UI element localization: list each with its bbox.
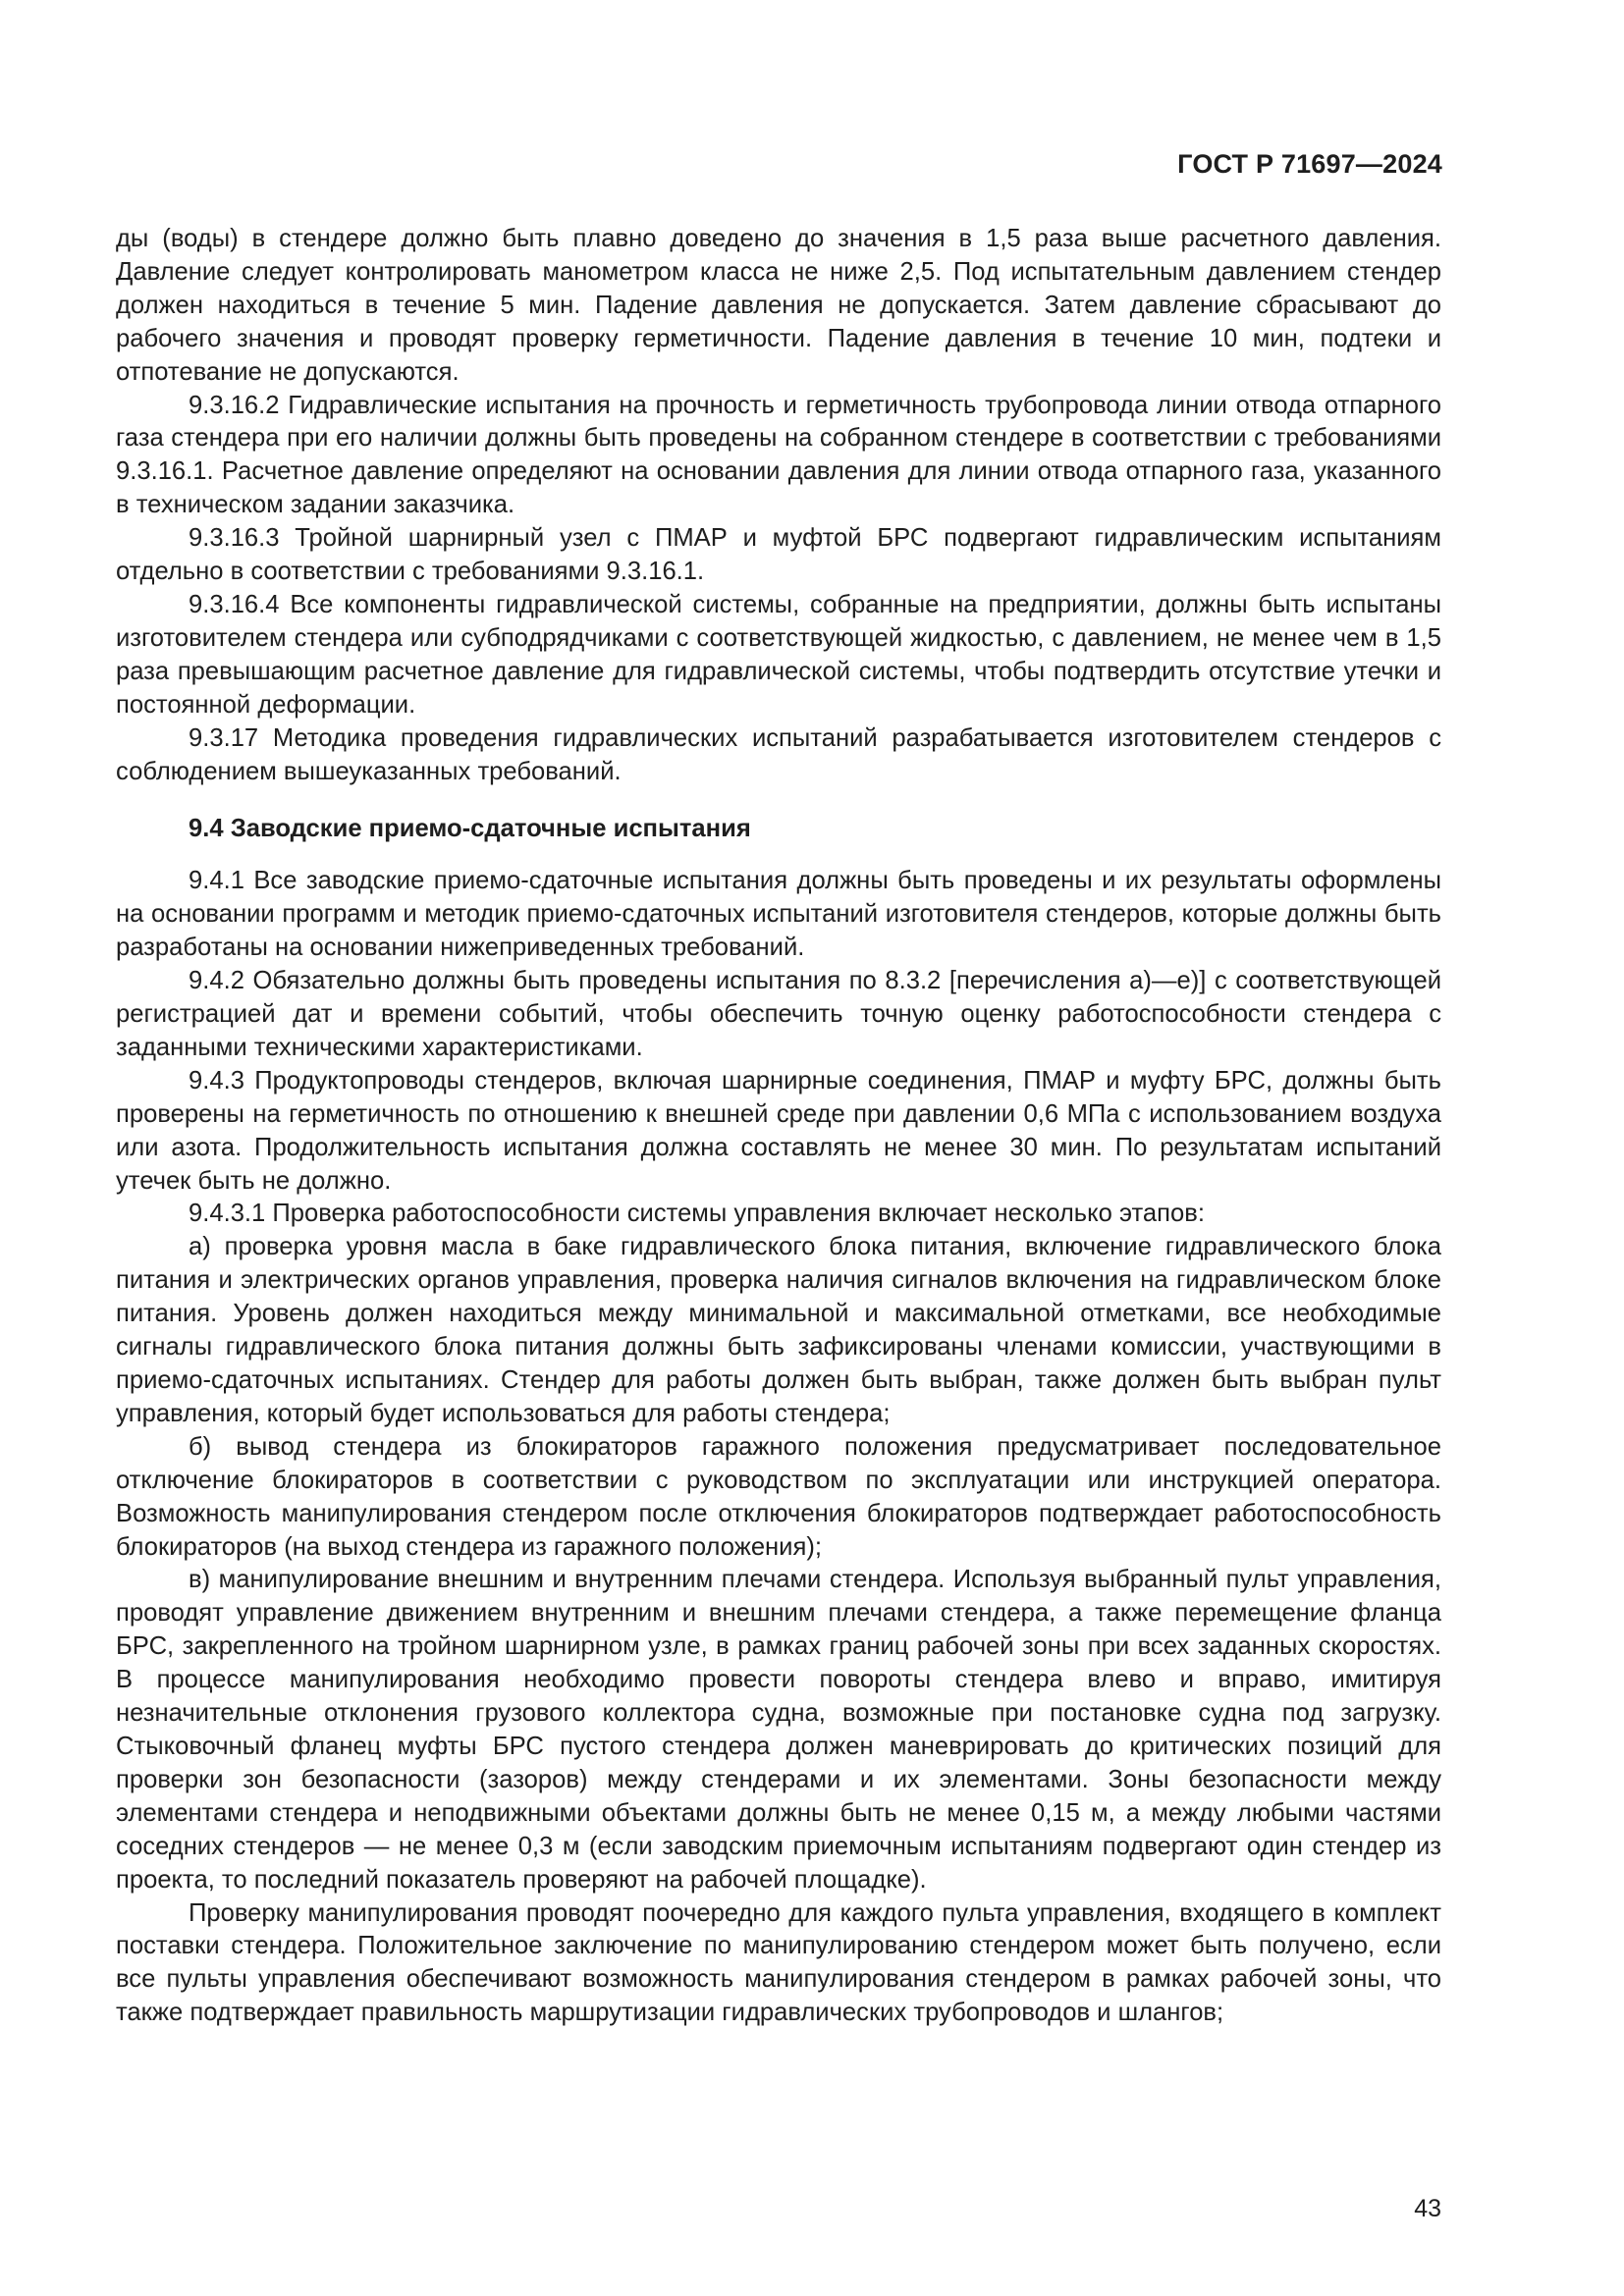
paragraph: 9.3.16.4 Все компоненты гидравлической системы, собранные на предприятии, должны быть испытаны изготовителем стендера или субподрядчиками с соответствующей жидкостью, с давлением, не менее чем в 1,5 раза превышающим расчетное давление для гидравлической системы, чтобы подтвердить отсутствие утечки и постоянной деформации. xyxy=(116,590,1441,719)
list-item: в) манипулирование внешним и внутренним плечами стендера. Используя выбранный пульт управления, проводят управление движением внутренним и внешним плечами стендера, а также перемещение фланца БРС, закрепленного на тройном шарнирном узле, в рамках границ рабочей зоны при всех заданных скоростях. В процессе манипулирования необходимо провести повороты стендера влево и вправо, имитируя незначительные отклонения грузового коллектора судна, возможные при постановке судна под загрузку. Стыковочный фланец муфты БРС пустого стендера должен маневрировать до критических позиций для проверки зон безопасности (зазоров) между стендерами и их элементами. Зоны безопасности между элементами стендера и неподвижными объектами должны быть не менее 0,15 м, а между любыми частями соседних стендеров — не менее 0,3 м (если заводским приемочным испытаниям подвергают один стендер из проекта, то последний показатель проверяют на рабочей площадке). xyxy=(116,1566,1441,1894)
paragraph: 9.3.16.2 Гидравлические испытания на прочность и герметичность трубопровода линии отвода отпарного газа стендера при его наличии должны быть проведены на собранном стендере в соответствии с требованиями 9.3.16.1. Расчетное давление определяют на основании давления для линии отвода отпарного газа, указанного в техническом задании заказчика. xyxy=(116,391,1441,519)
list-item: б) вывод стендера из блокираторов гаражного положения предусматривает последовательное отключение блокираторов в соответствии с руководством по эксплуатации или инструкцией оператора. Возможность манипулирования стендером после отключения блокираторов подтверждает работоспособность блокираторов (на выход стендера из гаражного положения); xyxy=(116,1432,1441,1561)
page-number: 43 xyxy=(1414,2195,1441,2222)
page-body xyxy=(116,223,1441,2030)
paragraph: 9.4.1 Все заводские приемо-сдаточные испытания должны быть проведены и их результаты оформлены на основании программ и методик приемо-сдаточных испытаний изготовителя стендеров, которые должны быть разработаны на основании нижеприведенных требований. xyxy=(116,867,1441,962)
paragraph: 9.3.16.3 Тройной шарнирный узел с ПМАР и муфтой БРС подвергают гидравлическим испытаниям отдельно в соответствии с требованиями 9.3.16.1. xyxy=(116,524,1441,586)
paragraph: 9.3.17 Методика проведения гидравлических испытаний разрабатывается изготовителем стендеров с соблюдением вышеуказанных требований. xyxy=(116,723,1441,785)
paragraph: 9.4.2 Обязательно должны быть проведены испытания по 8.3.2 [перечисления а)—е)] с соответствующей регистрацией дат и времени событий, чтобы обеспечить точную оценку работоспособности стендера с заданными техническими характеристиками. xyxy=(116,967,1441,1061)
document-id: ГОСТ Р 71697—2024 xyxy=(1177,149,1442,179)
paragraph: Проверку манипулирования проводят поочередно для каждого пульта управления, входящего в комплект поставки стендера. Положительное заключение по манипулированию стендером может быть получено, если все пульты управления обеспечивают возможность манипулирования стендером в рамках рабочей зоны, что также подтверждает правильность маршрутизации гидравлических трубопроводов и шлангов; xyxy=(116,1898,1441,2027)
list-item: а) проверка уровня масла в баке гидравлического блока питания, включение гидравлического блока питания и электрических органов управления, проверка наличия сигналов включения на гидравлическом блоке питания. Уровень должен находиться между минимальной и максимальной отметками, все необходимые сигналы гидравлического блока питания должны быть зафиксированы членами комиссии, участвующими в приемо-сдаточных испытаниях. Стендер для работы должен быть выбран, также должен быть выбран пульт управления, который будет использоваться для работы стендера; xyxy=(116,1233,1441,1427)
section-heading: 9.4 Заводские приемо-сдаточные испытания xyxy=(189,815,751,843)
paragraph: 9.4.3 Продуктопроводы стендеров, включая шарнирные соединения, ПМАР и муфту БРС, должны быть проверены на герметичность по отношению к внешней среде при давлении 0,6 МПа с использованием воздуха или азота. Продолжительность испытания должна составлять не менее 30 мин. По результатам испытаний утечек быть не должно. xyxy=(116,1066,1441,1195)
paragraph: ды (воды) в стендере должно быть плавно доведено до значения в 1,5 раза выше расчетного давления. Давление следует контролировать манометром класса не ниже 2,5. Под испытательным давлением стендер должен находиться в течение 5 мин. Падение давления не допускается. Затем давление сбрасывают до рабочего значения и проводят проверку герметичности. Падение давления в течение 10 мин, подтеки и отпотевание не допускаются. xyxy=(116,225,1441,386)
paragraph: 9.4.3.1 Проверка работоспособности системы управления включает несколько этапов: xyxy=(189,1200,1205,1228)
